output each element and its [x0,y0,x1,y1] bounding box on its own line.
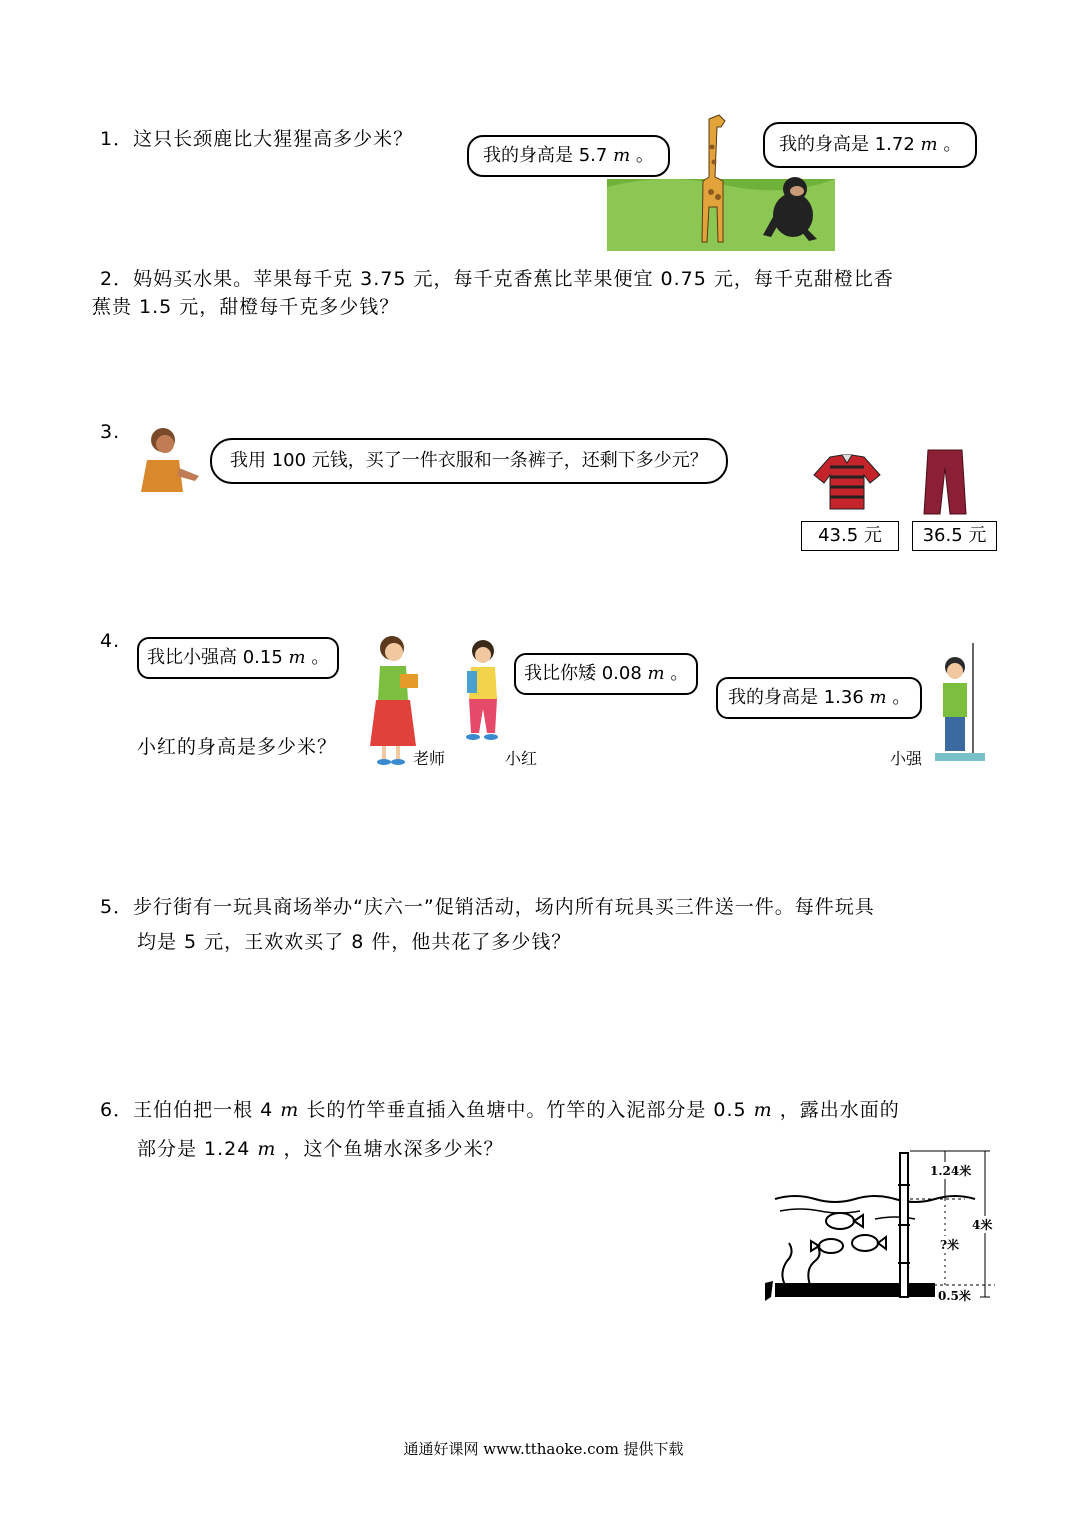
unit: m [613,145,631,166]
xiaohong-speech-bubble [514,653,698,695]
unit: m [647,663,665,684]
label-xiaohong: 小红 [505,749,538,768]
bubble-end: 。 [886,687,911,708]
xiaoqiang-bubble-text: 我的身高是 1.36 [728,687,870,708]
girl-figure-icon [133,424,203,494]
unit: m [288,647,306,668]
unit: m [753,1099,773,1121]
label-above-water: 1.24米 [930,1164,972,1178]
q4-question: 小红的身高是多少米？ [137,736,338,758]
xiaoqiang-speech-bubble [716,677,922,719]
footer-source: 通通好课网 www.tthaoke.com 提供下载 [403,1440,684,1458]
label-xiaoqiang: 小强 [890,749,923,768]
unit: m [257,1138,277,1160]
xiaoqiang-figure-icon [925,643,995,773]
q6-text: ，这个鱼塘水深多少米？ [276,1138,504,1160]
pants-price-box: 36.5 元 [912,521,997,551]
label-water-depth: ?米 [940,1238,960,1252]
shirt-price-box: 43.5 元 [801,521,899,551]
unit: m [869,687,887,708]
gorilla-bubble-text: 我的身高是 1.72 [779,134,921,155]
unit: m [280,1099,300,1121]
q2-line2: 蕉贵 1.5 元，甜橙每千克多少钱？ [92,296,400,318]
giraffe-bubble-text: 我的身高是 5.7 [483,145,614,166]
q4-number: 4. [100,630,121,652]
q6-text: 6．王伯伯把一根 4 [100,1099,281,1121]
giraffe-gorilla-illustration [605,107,845,252]
seaweed-icon [782,1243,909,1285]
teacher-speech-bubble [137,637,339,679]
pants-icon [920,448,970,516]
q6-line2 [137,1132,503,1166]
unit: m [920,134,938,155]
q3-number: 3. [100,421,121,443]
bubble-end: 。 [630,145,654,166]
q6-text: 长的竹竿垂直插入鱼塘中。竹竿的入泥部分是 0.5 [299,1099,754,1121]
bubble-end: 。 [664,663,689,684]
q5-line1: 5．步行街有一玩具商场举办“庆六一”促销活动，场内所有玩具买三件送一件。每件玩具 [100,896,875,918]
teacher-bubble-text: 我比小强高 0.15 [147,647,289,668]
q3-bubble-text: 我用 100 元钱，买了一件衣服和一条裤子，还剩下多少元？ [230,450,708,471]
q6-text: 部分是 1.24 [137,1138,258,1160]
label-teacher: 老师 [413,749,446,768]
label-total-length: 4米 [972,1218,993,1232]
label-in-mud: 0.5米 [938,1289,971,1303]
fish-icon [811,1213,886,1253]
bubble-end: 。 [305,647,330,668]
shirt-icon [812,453,882,513]
xiaohong-bubble-text: 我比你矮 0.08 [524,663,648,684]
q3-speech-bubble [210,438,728,484]
q2-line1: 2．妈妈买水果。苹果每千克 3.75 元，每千克香蕉比苹果便宜 0.75 元，每千克甜橙比香 [100,268,894,290]
q6-text: ，露出水面的 [772,1099,900,1121]
bubble-end: 。 [937,134,962,155]
xiaohong-figure-icon [455,637,510,752]
q1-text: 1．这只长颈鹿比大猩猩高多少米？ [100,128,414,150]
q5-line2: 均是 5 元，王欢欢买了 8 件，他共花了多少钱？ [137,931,572,953]
q6-line1 [100,1093,900,1127]
